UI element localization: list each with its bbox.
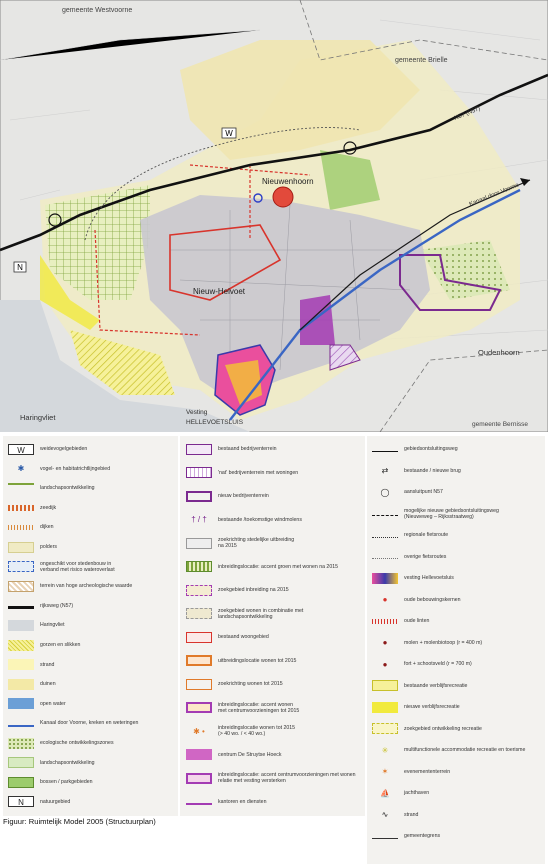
- legend-label: uitbreidingslocatie wonen tot 2015: [218, 657, 297, 664]
- legend-label: duinen: [40, 681, 56, 688]
- legend-symbol-vesting: [372, 573, 398, 584]
- legend-symbol-windmolen: † / †: [191, 515, 207, 524]
- legend-item-zoekrichting: [186, 677, 283, 691]
- legend-label: zeedijk: [40, 504, 57, 511]
- legend-item-aansluit: [372, 485, 443, 499]
- legend-item-mogelijk: [372, 507, 499, 521]
- legend-symbol-fort: ●: [382, 659, 388, 669]
- legend-symbol-jachthaven: ⛵: [380, 788, 390, 798]
- legend-symbol-strand2: ∿: [381, 810, 389, 819]
- legend-item-gorzen: [8, 638, 80, 652]
- legend-symbol-inbreiding3: ✱ •: [193, 726, 205, 736]
- legend-item-linten: [372, 614, 429, 628]
- legend-item-bedrijf: [186, 442, 277, 456]
- legend-label: molen + molenbiotoop (r = 400 m): [404, 639, 483, 646]
- legend-label: natuurgebied: [40, 798, 71, 805]
- legend-item-duinen: [8, 677, 56, 691]
- legend-item-overige: [372, 550, 446, 564]
- legend-item-brug: [372, 464, 461, 478]
- legend-label: rijksweg (N57): [40, 602, 74, 609]
- legend-symbol-aansluit: ◯: [380, 487, 390, 497]
- legend-item-zeedijk: [8, 501, 56, 515]
- legend-item-strand2: [372, 808, 418, 822]
- legend-symbol-fiets: [372, 537, 398, 539]
- legend-symbol-natbedrijf: [186, 467, 212, 478]
- legend-item-gebiedsont: [372, 442, 458, 456]
- legend-symbol-zoekwonen: [186, 608, 212, 619]
- legend-symbol-ongeschikt: [8, 561, 34, 572]
- legend-symbol-openwater: [8, 698, 34, 709]
- w-marker: W: [225, 129, 233, 138]
- legend-symbol-woongebied: [186, 632, 212, 643]
- legend-label: ecologische ontwikkelingszones: [40, 740, 114, 746]
- legend-symbol-molen: ●: [382, 638, 388, 647]
- legend-symbol-landschap: [8, 483, 34, 494]
- legend-symbol-grens: [372, 838, 398, 840]
- legend-item-grens: [372, 829, 440, 843]
- legend-label: landschapsontwikkeling: [40, 485, 95, 492]
- legend-symbol-brug: ⇄: [381, 466, 389, 475]
- legend-symbol-strand: [8, 659, 34, 670]
- legend-label: bestaande /toekomstige windmolens: [218, 516, 302, 523]
- legend-item-zoekstedelijk: [186, 536, 294, 550]
- legend-label: landschapsontwikkeling: [40, 759, 95, 766]
- legend-label: multifunctionele accommodatie recreatie en toerisme: [404, 747, 526, 753]
- legend-symbol-ecologisch: [8, 738, 34, 749]
- legend-symbol-inbreiding4: [186, 773, 212, 784]
- legend-item-kanaal: [8, 716, 138, 730]
- legend-item-archeo: [8, 579, 132, 593]
- legend-label: weidevogelgebieden: [40, 446, 88, 452]
- legend-item-strand: [8, 658, 54, 672]
- legend-item-polders: [8, 540, 57, 554]
- legend-item-nieuwbedrijf: [186, 489, 269, 503]
- legend-item-bossen: [8, 775, 93, 789]
- legend-item-kantoren: [186, 795, 266, 809]
- legend-label: 'nat' bedrijventerrein met woningen: [218, 469, 299, 476]
- legend-label: jachthaven: [404, 790, 430, 796]
- label-brielle: gemeente Brielle: [395, 57, 448, 64]
- legend-label: zoekgebied ontwikkeling recreatie: [404, 725, 482, 732]
- legend-item-windmolen: [186, 513, 302, 527]
- legend-symbol-uitbreiding: [186, 655, 212, 666]
- legend-item-zoekrecreatie: [372, 722, 482, 736]
- label-kanaal: Kanaal door Voorne: [468, 182, 520, 208]
- legend-symbol-zoekstedelijk: [186, 538, 212, 549]
- legend-symbol-gorzen: [8, 640, 34, 651]
- legend-item-rijksweg: [8, 599, 73, 613]
- legend-item-vesting: [372, 571, 454, 585]
- legend-symbol-duinen: [8, 679, 34, 690]
- legend-label: inbreidingslocatie: accent groen met wonen na 2015: [218, 563, 338, 570]
- legend-item-oudekern: [372, 593, 461, 607]
- legend-label: bestaande verblijfsrecreatie: [404, 682, 468, 689]
- legend-item-landschap: [8, 481, 95, 495]
- legend-label: regionale fietsroute: [404, 532, 449, 538]
- legend-symbol-kantoren: [186, 803, 212, 805]
- legend-symbol-inbreiding1: [186, 561, 212, 572]
- legend-label: zoekrichting wonen tot 2015: [218, 681, 283, 687]
- legend-label: bestaand bedrijventerrein: [218, 446, 277, 452]
- legend: [0, 433, 548, 867]
- legend-item-W: [8, 442, 87, 456]
- legend-label: Kanaal door Voorne, kreken en weteringen: [40, 720, 139, 727]
- legend-item-inbreiding1: [186, 560, 338, 574]
- legend-label: gorzen en slikken: [40, 642, 81, 648]
- legend-label: bestaand woongebied: [218, 634, 269, 640]
- label-hellevoetsluis: HELLEVOETSLUIS: [186, 419, 244, 426]
- legend-symbol-inbreiding2: [186, 702, 212, 713]
- label-bernisse: gemeente Bernisse: [472, 421, 529, 428]
- nieuwenhoorn-core: [273, 187, 293, 207]
- label-haringvliet: Haringvliet: [20, 413, 56, 422]
- legend-symbol-zeedijk: [8, 505, 34, 511]
- legend-label: vogel- en habitatrichtlijngebied: [40, 465, 111, 472]
- legend-symbol-oudekern: ●: [382, 595, 388, 604]
- legend-item-molen: [372, 636, 482, 650]
- legend-symbol-dijken: [8, 525, 34, 530]
- legend-label: dijken: [40, 524, 54, 531]
- legend-label: inbreidingslocatie: accent wonen met centrumvoorzieningen tot 2015: [218, 701, 300, 714]
- legend-item-ongeschikt: [8, 560, 115, 574]
- legend-label: vesting Hellevoetsluis: [404, 575, 454, 581]
- legend-item-ecologisch: [8, 736, 114, 750]
- legend-symbol-rijksweg: [8, 606, 34, 609]
- legend-symbol-bedrijf: [186, 444, 212, 455]
- legend-item-openwater: [8, 697, 66, 711]
- legend-label: inbreidingslocatie wonen tot 2015 (> 40 wo. / < 40 wo.): [218, 725, 296, 737]
- legend-label: nieuw bedrijventerrein: [218, 493, 269, 499]
- legend-symbol-kanaal: [8, 725, 34, 727]
- legend-symbol-bossen: [8, 777, 34, 788]
- label-n57: N57 (N57): [453, 105, 482, 122]
- legend-symbol-linten: [372, 619, 398, 624]
- legend-symbol-polders: [8, 542, 34, 553]
- legend-item-haringvliet: [8, 618, 65, 632]
- legend-item-zoekinbreiding: [186, 583, 289, 597]
- legend-symbol-haringvliet: [8, 620, 34, 631]
- label-westvoorne: gemeente Westvoorne: [62, 7, 133, 14]
- legend-item-zoekwonen: [186, 607, 303, 621]
- legend-item-N: [8, 795, 70, 809]
- legend-label: inbreidingslocatie: accent centrumvoorzieningen met wonen relatie met vesting versterken: [218, 772, 356, 784]
- legend-label: overige fietsroutes: [404, 553, 447, 560]
- legend-item-multi: [372, 743, 525, 757]
- legend-item-dijken: [8, 520, 54, 534]
- legend-label: bestaande / nieuwe brug: [404, 467, 461, 474]
- legend-item-inbreiding4: [186, 771, 356, 785]
- legend-symbol-zoekrichting: [186, 679, 212, 690]
- legend-label: kantoren en diensten: [218, 798, 267, 805]
- legend-symbol-recreatie: [372, 680, 398, 691]
- legend-symbol-multi: ✳: [381, 745, 389, 755]
- legend-label: terrein van hoge archeologische waarde: [40, 583, 133, 590]
- legend-label: centrum De Struytse Hoeck: [218, 751, 282, 758]
- legend-item-inbreiding3: [186, 724, 295, 738]
- legend-symbol-W: W: [8, 444, 34, 455]
- legend-item-nieuwrecreatie: [372, 700, 460, 714]
- legend-label: Haringvliet: [40, 622, 65, 629]
- legend-symbol-zoekrecreatie: [372, 723, 398, 734]
- legend-label: fort + schootsveld (r = 700 m): [404, 661, 472, 667]
- figure-caption: Figuur: Ruimtelijk Model 2005 (Structuurplan): [3, 817, 156, 826]
- legend-label: strand: [404, 811, 419, 818]
- legend-symbol-nieuwbedrijf: [186, 491, 212, 502]
- legend-item-centrum: [186, 748, 281, 762]
- label-oudenhoorn: Oudenhoorn: [478, 348, 520, 357]
- legend-label: zoekrichting stedelijke uitbreiding na 2015: [218, 537, 295, 549]
- legend-symbol-zoekinbreiding: [186, 585, 212, 596]
- legend-item-evenement: [372, 765, 450, 779]
- legend-item-jachthaven: [372, 786, 429, 800]
- legend-item-natbedrijf: [186, 466, 298, 480]
- legend-symbol-bird: ✱: [17, 464, 25, 474]
- legend-label: oude bebouwingskernen: [404, 596, 461, 603]
- legend-symbol-evenement: ✶: [381, 767, 389, 776]
- legend-label: evenemententerrein: [404, 768, 451, 775]
- legend-label: gemeentegrens: [404, 833, 441, 839]
- legend-symbol-gebiedsont: [372, 451, 398, 453]
- legend-item-bird: [8, 462, 110, 476]
- n-marker: N: [17, 263, 23, 272]
- structure-plan-map: [0, 0, 548, 432]
- legend-label: polders: [40, 544, 58, 550]
- legend-label: ongeschikt voor stedenbouw in verband met risico wateroverlast: [40, 560, 115, 573]
- legend-item-uitbreiding: [186, 654, 296, 668]
- legend-symbol-N: N: [8, 796, 34, 807]
- legend-item-fiets: [372, 528, 448, 542]
- legend-label: mogelijke nieuwe gebiedsontsluitingsweg (Nieuweweg – Rijksstraatweg): [404, 507, 499, 520]
- legend-item-fort: [372, 657, 472, 671]
- legend-label: gebiedsontsluitingsweg: [404, 446, 458, 452]
- legend-label: nieuwe verblijfsrecreatie: [404, 704, 460, 710]
- legend-symbol-mogelijk: [372, 515, 398, 517]
- label-nieuwenhoorn: Nieuwenhoorn: [262, 177, 314, 186]
- legend-symbol-nieuwrecreatie: [372, 702, 398, 713]
- legend-symbol-centrum: [186, 749, 212, 760]
- legend-item-inbreiding2: [186, 701, 299, 715]
- legend-label: strand: [40, 661, 55, 668]
- label-vesting: Vesting: [186, 409, 208, 416]
- legend-symbol-landschapszone: [8, 757, 34, 768]
- legend-symbol-archeo: [8, 581, 34, 592]
- legend-item-recreatie: [372, 679, 467, 693]
- legend-label: zoekgebied inbreiding na 2015: [218, 587, 289, 593]
- legend-item-woongebied: [186, 630, 269, 644]
- legend-label: aansluitpunt N57: [404, 489, 443, 495]
- legend-item-landschapszone: [8, 756, 95, 770]
- legend-label: oude linten: [404, 618, 430, 624]
- label-nieuw-helvoet: Nieuw-Helvoet: [193, 287, 246, 296]
- legend-label: open water: [40, 700, 66, 707]
- legend-symbol-overige: [372, 558, 398, 560]
- legend-label: bossen / parkgebieden: [40, 779, 93, 786]
- legend-label: zoekgebied wonen in combinatie met landschapsontwikkeling: [218, 607, 304, 620]
